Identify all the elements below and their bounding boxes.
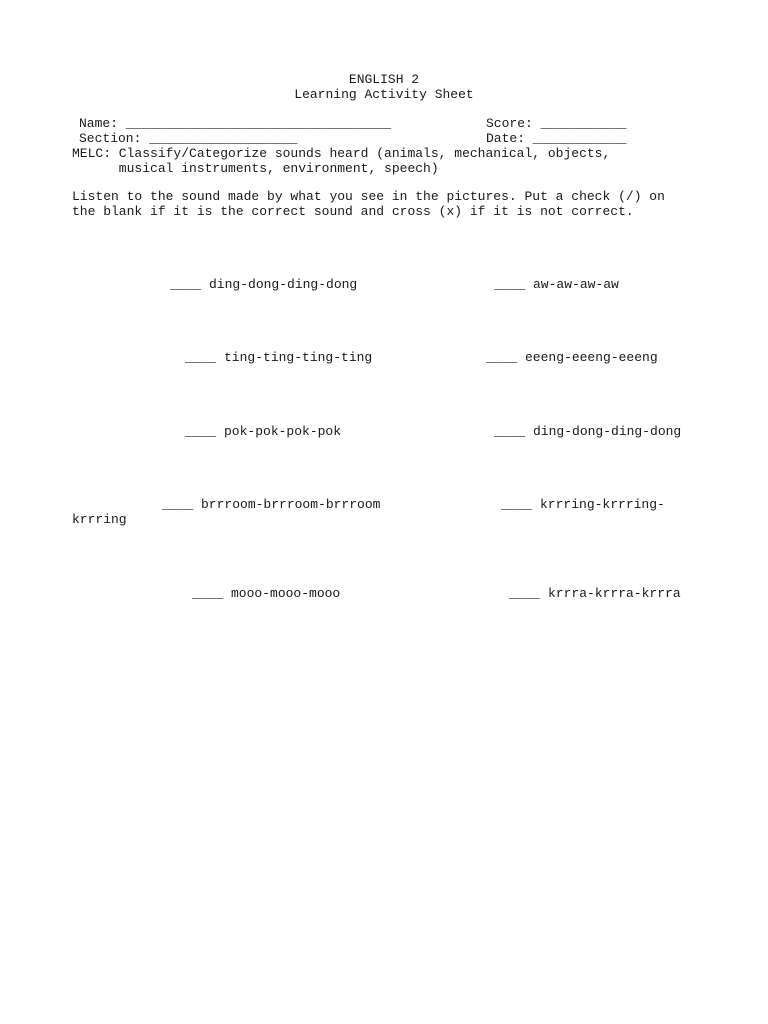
item-right-2: ____ eeeng-eeeng-eeeng	[486, 350, 658, 365]
name-field: Name: __________________________________	[79, 116, 392, 131]
item-right-4-wrap: krrring	[72, 512, 127, 527]
date-field: Date: ____________	[486, 131, 627, 146]
item-left-4: ____ brrroom-brrroom-brrroom	[162, 497, 381, 512]
section-field: Section: ___________________	[79, 131, 298, 146]
melc-line-2: musical instruments, environment, speech)	[72, 161, 439, 176]
item-left-3: ____ pok-pok-pok-pok	[185, 424, 342, 439]
item-right-3: ____ ding-dong-ding-dong	[494, 424, 682, 439]
item-left-1: ____ ding-dong-ding-dong	[170, 277, 358, 292]
instructions-line-1: Listen to the sound made by what you see in the pictures. Put a check (/) on	[72, 189, 665, 204]
item-left-5: ____ mooo-mooo-mooo	[192, 586, 341, 601]
sheet-title: Learning Activity Sheet	[294, 87, 474, 102]
instructions-line-2: the blank if it is the correct sound and cross (x) if it is not correct.	[72, 204, 634, 219]
item-right-4: ____ krrring-krrring-	[501, 497, 665, 512]
item-right-1: ____ aw-aw-aw-aw	[494, 277, 619, 292]
item-left-2: ____ ting-ting-ting-ting	[185, 350, 373, 365]
score-field: Score: ___________	[486, 116, 627, 131]
item-right-5: ____ krrra-krrra-krrra	[509, 586, 681, 601]
melc-line-1: MELC: Classify/Categorize sounds heard (animals, mechanical, objects,	[72, 146, 611, 161]
subject-heading: ENGLISH 2	[348, 72, 420, 87]
